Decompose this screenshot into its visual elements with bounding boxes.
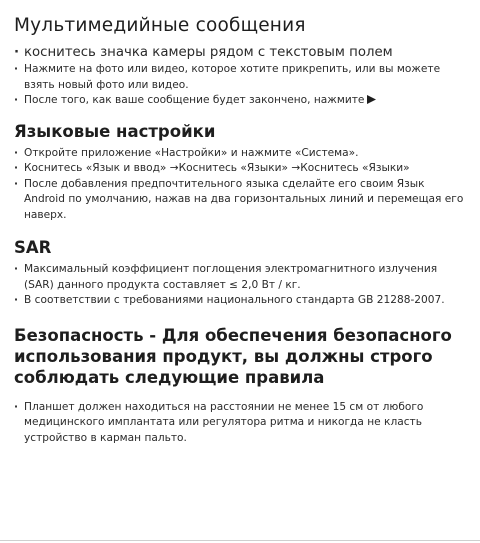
sar-list [14,262,466,309]
language-list [14,146,466,224]
sar-title: SAR [14,238,52,257]
list-item: · Планшет должен находиться на расстоянии не менее 15 см от любого медицинского имплантата или регулятора ритма и никогда не класть устройство в карман пальто. [14,400,466,447]
list-item: · коснитесь значка камеры рядом с текстовым полем [14,43,466,62]
multimedia-section [14,14,466,109]
list-item: · После добавления предпочтительного языка сделайте его своим Язык Android по умолчанию, нажав на два горизонтальных линий и перемещая его наверх. [14,177,466,224]
safety-section [14,325,466,447]
language-title: Языковые настройки [14,121,216,141]
list-item [14,93,466,109]
page-bottom-rule [0,540,480,541]
multimedia-list [14,43,466,109]
manual-page [14,14,466,446]
language-section [14,121,466,224]
safety-title: Безопасность - Для обеспечения безопасного использования продукт, вы должны строго соблюдать следующие правила [14,325,452,387]
multimedia-title: Мультимедийные сообщения [14,15,306,36]
list-item: · Нажмите на фото или видео, которое хотите прикрепить, или вы можете взять новый фото или видео. [14,62,466,93]
list-item-text: После того, как ваше сообщение будет закончено, нажмите [24,94,365,106]
list-item: · Откройте приложение «Настройки» и нажмите «Система». [14,146,466,162]
safety-list [14,400,466,447]
play-arrow-icon [367,95,376,104]
list-item: · Максимальный коэффициент поглощения электромагнитного излучения (SAR) данного продукта составляет ≤ 2,0 Вт / кг. [14,262,466,293]
list-item: · В соответствии с требованиями национального стандарта GB 21288-2007. [14,293,466,309]
sar-section [14,237,466,309]
list-item: · Коснитесь «Язык и ввод» →Коснитесь «Языки» →Коснитесь «Языки» [14,161,466,177]
